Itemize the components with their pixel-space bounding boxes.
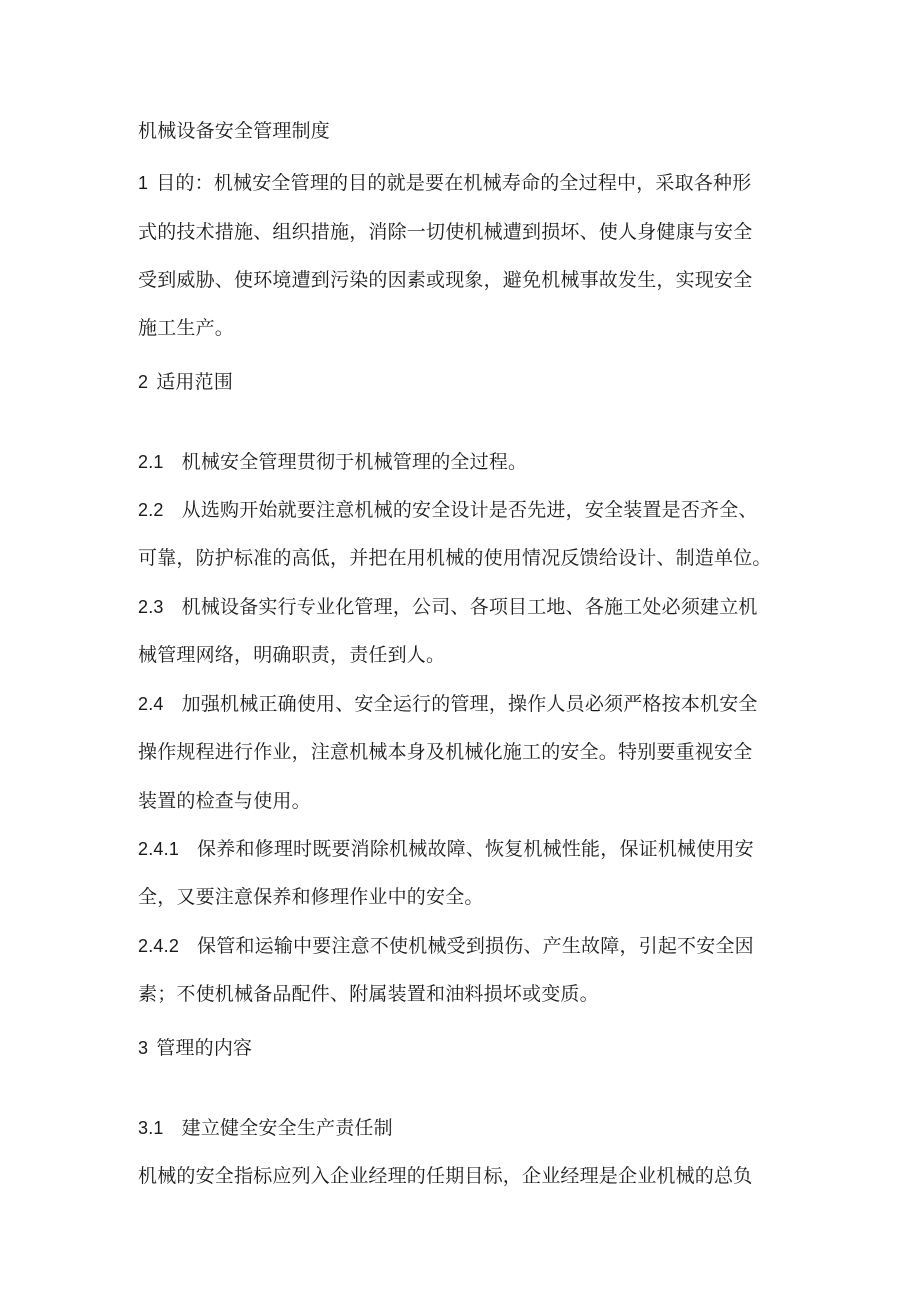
item-2-2-line-2 — [138, 546, 772, 570]
item-number: 2.4.1 — [138, 839, 180, 859]
item-2-3-line-1 — [138, 595, 758, 619]
paragraph-text: 加强机械正确使用、安全运行的管理，操作人员必须严格按本机安全 — [181, 693, 758, 715]
item-2-2-line-1 — [138, 498, 758, 522]
paragraph-text: 全，又要注意保养和修理作业中的安全。 — [138, 886, 484, 908]
paragraph-text: 目的：机械安全管理的目的就是要在机械寿命的全过程中，采取各种形 — [156, 172, 752, 194]
item-2-1 — [138, 450, 527, 474]
paragraph-text: 建立健全安全生产责任制 — [181, 1117, 393, 1139]
paragraph-text: 从选购开始就要注意机械的安全设计是否先进，安全装置是否齐全、 — [181, 499, 758, 521]
item-2-3-line-2 — [138, 643, 445, 667]
item-number: 2.4.2 — [138, 936, 180, 956]
section-1-line-3 — [138, 268, 752, 292]
section-number: 1 — [138, 173, 149, 193]
item-2-4-1-line-2 — [138, 885, 484, 909]
item-2-4-1-line-1 — [138, 837, 754, 861]
section-number: 3 — [138, 1038, 149, 1058]
paragraph-text: 机械安全管理贯彻于机械管理的全过程。 — [181, 451, 528, 473]
paragraph-text: 可靠，防护标准的高低，并把在用机械的使用情况反馈给设计、制造单位。 — [138, 547, 772, 569]
paragraph-text: 保管和运输中要注意不使机械受到损伤、产生故障，引起不安全因 — [197, 935, 754, 957]
item-2-4-line-1 — [138, 692, 758, 716]
paragraph-text: 装置的检查与使用。 — [138, 790, 311, 812]
section-number: 2 — [138, 372, 149, 392]
section-heading-text: 管理的内容 — [156, 1037, 253, 1059]
item-number: 2.3 — [138, 597, 164, 617]
paragraph-text: 机械设备实行专业化管理，公司、各项目工地、各施工处必须建立机 — [181, 596, 758, 618]
paragraph-text: 式的技术措施、组织措施，消除一切使机械遭到损坏、使人身健康与安全 — [138, 221, 753, 243]
section-heading-text: 适用范围 — [156, 371, 234, 393]
item-2-4-2-line-1 — [138, 934, 754, 958]
paragraph-text: 械管理网络，明确职责，责任到人。 — [138, 644, 446, 666]
section-1-line-2 — [138, 220, 752, 244]
item-2-4-line-2 — [138, 740, 752, 764]
paragraph-text: 素；不使机械备品配件、附属装置和油料损坏或变质。 — [138, 983, 599, 1005]
paragraph-text: 机械的安全指标应列入企业经理的任期目标，企业经理是企业机械的总负 — [138, 1165, 753, 1187]
section-3-paragraph-line-1 — [138, 1164, 752, 1188]
section-3-heading — [138, 1036, 252, 1060]
item-number: 2.2 — [138, 500, 164, 520]
item-number: 2.1 — [138, 452, 164, 472]
section-1-line-1 — [138, 171, 751, 195]
paragraph-text: 操作规程进行作业，注意机械本身及机械化施工的安全。特别要重视安全 — [138, 741, 753, 763]
item-number: 3.1 — [138, 1118, 164, 1138]
document-title — [138, 119, 330, 143]
section-2-heading — [138, 370, 233, 394]
document-title-text: 机械设备安全管理制度 — [138, 120, 331, 142]
paragraph-text: 施工生产。 — [138, 317, 235, 339]
item-2-4-line-3 — [138, 789, 311, 813]
item-number: 2.4 — [138, 694, 164, 714]
item-2-4-2-line-2 — [138, 982, 599, 1006]
section-1-line-4 — [138, 316, 234, 340]
item-3-1 — [138, 1116, 393, 1140]
paragraph-text: 受到威胁、使环境遭到污染的因素或现象，避免机械事故发生，实现安全 — [138, 269, 753, 291]
paragraph-text: 保养和修理时既要消除机械故障、恢复机械性能，保证机械使用安 — [197, 838, 754, 860]
